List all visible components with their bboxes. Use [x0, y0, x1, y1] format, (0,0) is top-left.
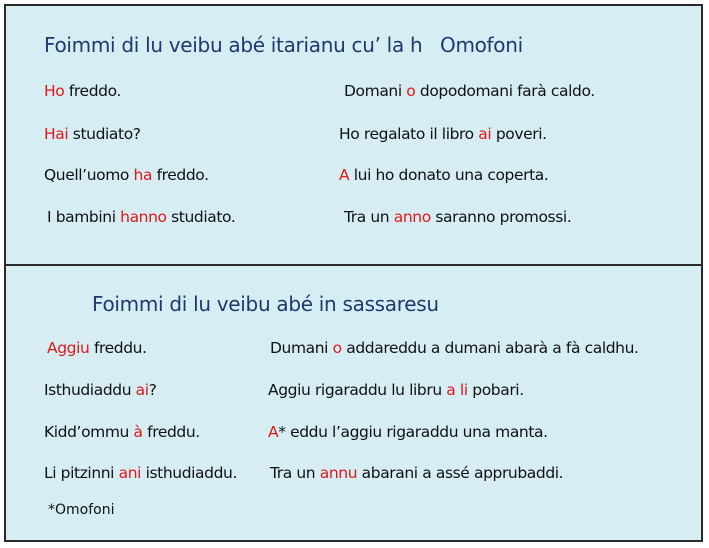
- section-divider: [6, 264, 701, 266]
- highlight-word: anno: [393, 208, 431, 226]
- top-right-line-3: A lui ho donato una coperta.: [339, 166, 549, 184]
- highlight-word: hanno: [120, 208, 167, 226]
- top-left-line-2: Hai studiato?: [44, 125, 141, 143]
- highlight-word: Aggiu: [47, 339, 90, 357]
- highlight-word: o: [406, 82, 416, 100]
- highlight-word: à: [133, 423, 143, 441]
- top-section-title: Foimmi di lu veibu abé itarianu cu’ la h: [44, 33, 423, 57]
- top-left-line-3: Quell’uomo ha freddo.: [44, 166, 209, 184]
- top-left-line-1: Ho freddo.: [44, 82, 121, 100]
- bottom-right-line-3: A* eddu l’aggiu rigaraddu una manta.: [268, 423, 548, 441]
- highlight-word: ani: [118, 464, 142, 482]
- highlight-word: Ho: [44, 82, 65, 100]
- omophones-table: [4, 4, 703, 542]
- bottom-section-title: Foimmi di lu veibu abé in sassaresu: [92, 292, 439, 316]
- highlight-word: A: [339, 166, 350, 184]
- highlight-word: o: [332, 339, 342, 357]
- omofoni-heading: Omofoni: [440, 33, 523, 57]
- highlight-word: ai: [135, 381, 149, 399]
- highlight-word: ai: [478, 125, 492, 143]
- bottom-right-line-2: Aggiu rigaraddu lu libru a li pobari.: [268, 381, 524, 399]
- bottom-left-line-4: Li pitzinni ani isthudiaddu.: [44, 464, 237, 482]
- bottom-right-line-4: Tra un annu abarani a assé apprubaddi.: [270, 464, 564, 482]
- bottom-left-line-1: Aggiu freddu.: [47, 339, 147, 357]
- highlight-word: a li: [446, 381, 468, 399]
- top-left-line-4: I bambini hanno studiato.: [47, 208, 236, 226]
- bottom-right-line-1: Dumani o addareddu a dumani abarà a fà caldhu.: [270, 339, 639, 357]
- highlight-word: ha: [133, 166, 153, 184]
- top-right-line-2: Ho regalato il libro ai poveri.: [339, 125, 547, 143]
- bottom-left-line-3: Kidd’ommu à freddu.: [44, 423, 200, 441]
- top-right-line-4: Tra un anno saranno promossi.: [344, 208, 572, 226]
- footnote: *Omofoni: [48, 502, 115, 518]
- highlight-word: A: [268, 423, 279, 441]
- top-right-line-1: Domani o dopodomani farà caldo.: [344, 82, 595, 100]
- highlight-word: Hai: [44, 125, 69, 143]
- highlight-word: annu: [319, 464, 358, 482]
- bottom-left-line-2: Isthudiaddu ai?: [44, 381, 157, 399]
